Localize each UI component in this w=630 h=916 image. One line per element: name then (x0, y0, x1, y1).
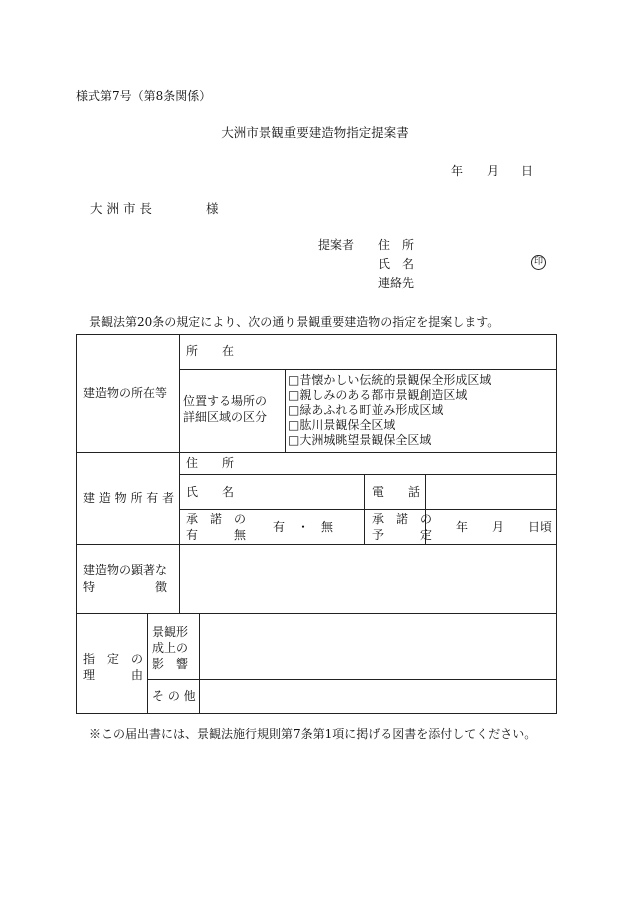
reason-group-label-line2: 理 由 (83, 668, 144, 682)
consent-plan-label-line2: 予 定 (372, 528, 433, 542)
footnote: ※この届出書には、景観法施行規則第7条第1項に掲げる図書を添付してください。 (89, 727, 537, 741)
district-label-line2: 詳細区域の区分 (183, 410, 268, 424)
district-option[interactable]: □親しみのある都市景観創造区域 (288, 388, 468, 402)
consent-choice[interactable]: 有 ・ 無 (273, 520, 334, 534)
intro-text: 景観法第20条の規定により、次の通り景観重要建造物の指定を提案します。 (89, 315, 500, 329)
features-label-line2: 特 徴 (83, 580, 168, 594)
addressee-suffix: 様 (206, 201, 219, 216)
location-label: 所 在 (186, 344, 235, 358)
other-field[interactable] (200, 680, 555, 713)
date-month-label: 月 (487, 164, 500, 178)
location-group-label: 建造物の所在等 (83, 386, 168, 400)
district-option[interactable]: □緑あふれる町並み形成区域 (288, 403, 444, 417)
form-number: 様式第7号（第8条関係） (76, 89, 212, 103)
seal-mark-icon: 印 (531, 255, 546, 270)
owner-address-label: 住 所 (186, 456, 235, 470)
date-day-label: 日 (521, 164, 534, 178)
row-divider (179, 369, 557, 370)
reason-group-label-line1: 指 定 の (83, 652, 144, 666)
features-label-line1: 建造物の顕著な (83, 563, 168, 577)
consent-plan-date[interactable]: 年 月 日頃 (456, 520, 553, 534)
other-label: そ の 他 (152, 689, 196, 703)
landscape-label-line1: 景観形 (152, 625, 189, 639)
district-label-line1: 位置する場所の (183, 394, 268, 408)
owner-group-label: 建 造 物 所 有 者 (83, 491, 175, 505)
date-year-label: 年 (451, 164, 464, 178)
proposer-address-label: 住 所 (378, 238, 415, 252)
phone-label: 電 話 (372, 485, 421, 499)
district-option[interactable]: □肱川景観保全区域 (288, 418, 396, 432)
district-option[interactable]: □大洲城眺望景観保全区域 (288, 433, 432, 447)
owner-name-field[interactable] (236, 475, 364, 509)
proposal-form-table (76, 334, 557, 714)
owner-address-field[interactable] (236, 453, 555, 474)
landscape-impact-field[interactable] (200, 614, 555, 679)
column-divider (364, 474, 365, 544)
column-divider (147, 613, 148, 714)
landscape-label-line2: 成上の (152, 641, 189, 655)
consent-plan-label-line1: 承 諾 の (372, 512, 433, 526)
district-option[interactable]: □昔懐かしい伝統的景観保全形成区域 (288, 373, 492, 387)
page-title: 大洲市景観重要建造物指定提案書 (221, 125, 409, 140)
proposer-label: 提案者 (318, 238, 355, 252)
column-divider (285, 369, 286, 452)
phone-field[interactable] (426, 475, 555, 509)
row-divider (179, 509, 557, 510)
consent-label-line1: 承 諾 の (186, 512, 247, 526)
proposer-contact-label: 連絡先 (378, 276, 415, 290)
addressee: 大 洲 市 長 (90, 201, 152, 216)
owner-name-label: 氏 名 (186, 485, 235, 499)
proposer-name-label: 氏 名 (378, 257, 415, 271)
consent-label-line2: 有 無 (186, 528, 247, 542)
location-field[interactable] (236, 335, 555, 369)
features-field[interactable] (180, 545, 555, 613)
landscape-label-line3: 影 響 (152, 657, 189, 671)
